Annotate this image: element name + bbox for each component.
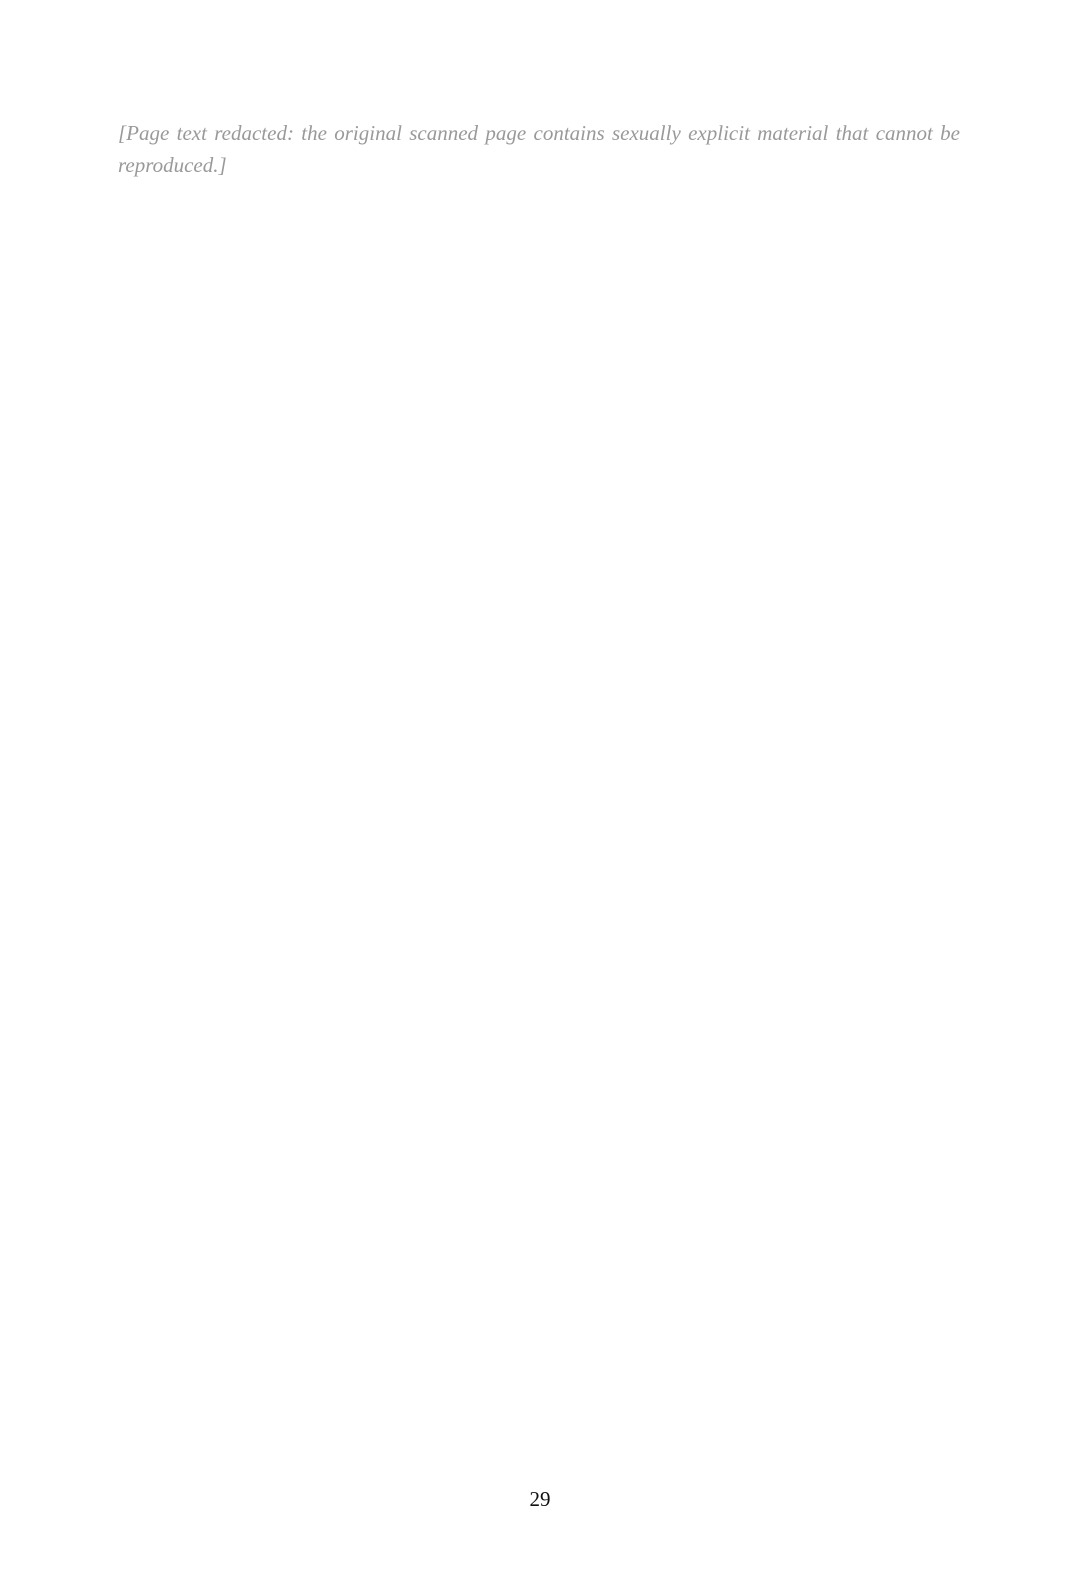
page-body	[118, 118, 960, 181]
page-number: 29	[529, 1487, 551, 1511]
redaction-notice: [Page text redacted: the original scanned page contains sexually explicit material that cannot be reproduced.]	[118, 121, 960, 177]
